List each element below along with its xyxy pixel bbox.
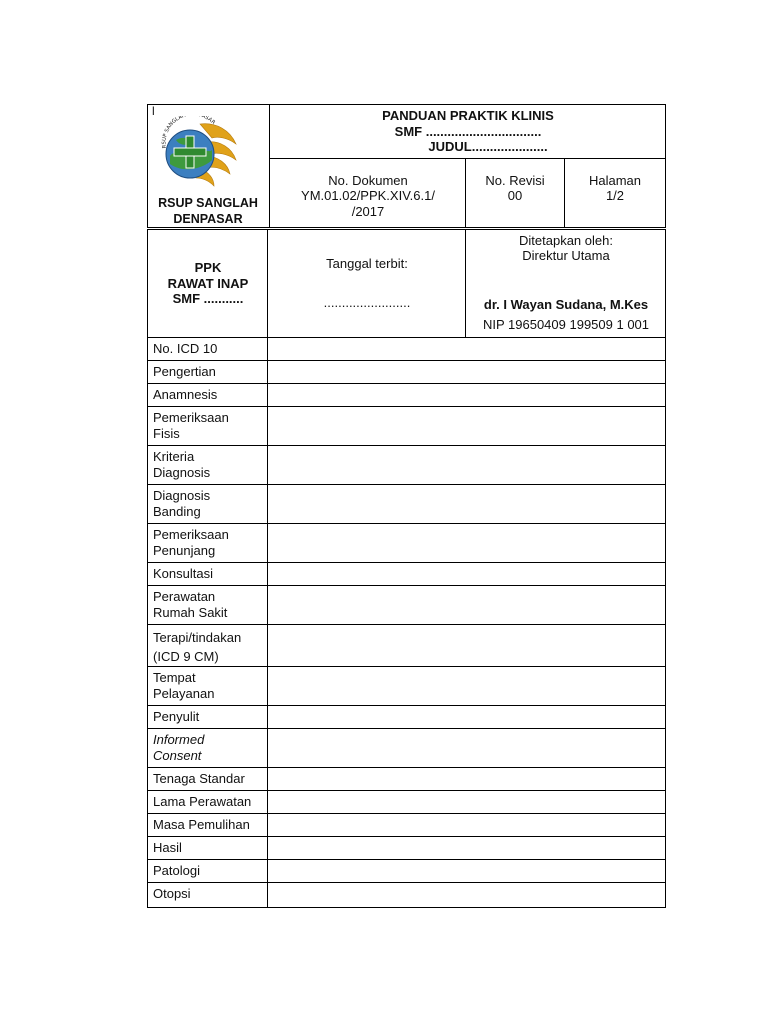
- row-label-pemeriksaan-penunjang: Pemeriksaan Penunjang: [153, 527, 229, 558]
- judul-line: JUDUL.....................: [428, 139, 548, 154]
- row-label-kriteria-diagnosis: Kriteria Diagnosis: [153, 449, 211, 480]
- hospital-name-line2: DENPASAR: [173, 212, 243, 226]
- revision-label: No. Revisi: [485, 173, 545, 188]
- row-label-diagnosis-banding: Diagnosis Banding: [153, 488, 211, 519]
- document-title: PANDUAN PRAKTIK KLINIS: [382, 108, 554, 123]
- page-value: 1/2: [605, 188, 625, 203]
- row-label-anamnesis: Anamnesis: [153, 387, 218, 402]
- row-label-terapi-tindakan: Terapi/tindakan (ICD 9 CM): [153, 630, 242, 664]
- doc-number-year: /2017: [351, 204, 385, 219]
- corner-mark: l: [152, 104, 155, 118]
- row-label-icd10: No. ICD 10: [153, 341, 218, 356]
- row-label-informed-consent: Informed Consent: [153, 732, 205, 763]
- hospital-name-line1: RSUP SANGLAH: [158, 196, 258, 210]
- row-label-masa-pemulihan: Masa Pemulihan: [153, 817, 250, 832]
- ppk-line2: RAWAT INAP: [167, 276, 249, 291]
- smf-line: SMF ................................: [394, 124, 542, 139]
- doc-number-label: No. Dokumen: [328, 173, 408, 188]
- revision-value: 00: [507, 188, 523, 203]
- logo-arc-text: RSUP SANGLAH ASAR: [161, 116, 217, 149]
- approved-by-label: Ditetapkan oleh:: [519, 233, 613, 248]
- row-label-tempat-pelayanan: Tempat Pelayanan: [153, 670, 215, 701]
- row-label-lama-perawatan: Lama Perawatan: [153, 794, 252, 809]
- page-label: Halaman: [588, 173, 642, 188]
- hospital-logo: [156, 116, 242, 188]
- issued-date-value: ........................: [323, 295, 411, 310]
- row-label-pengertian: Pengertian: [153, 364, 216, 379]
- row-label-penyulit: Penyulit: [153, 709, 200, 724]
- row-label-perawatan-rumah-sakit: Perawatan Rumah Sakit: [153, 589, 228, 620]
- doc-number-value: YM.01.02/PPK.XIV.6.1/: [301, 188, 435, 203]
- ppk-line3: SMF ...........: [172, 291, 244, 306]
- row-label-hasil: Hasil: [153, 840, 182, 855]
- row-label-pemeriksaan-fisis: Pemeriksaan Fisis: [153, 410, 229, 441]
- issued-date-label: Tanggal terbit:: [326, 256, 408, 271]
- ppk-line1: PPK: [194, 260, 222, 275]
- approved-role: Direktur Utama: [522, 248, 610, 263]
- director-name: dr. I Wayan Sudana, M.Kes: [483, 297, 649, 312]
- row-label-konsultasi: Konsultasi: [153, 566, 213, 581]
- director-nip: NIP 19650409 199509 1 001: [482, 317, 650, 332]
- row-label-patologi: Patologi: [153, 863, 200, 878]
- row-label-tenaga-standar: Tenaga Standar: [153, 771, 245, 786]
- row-label-otopsi: Otopsi: [153, 886, 191, 901]
